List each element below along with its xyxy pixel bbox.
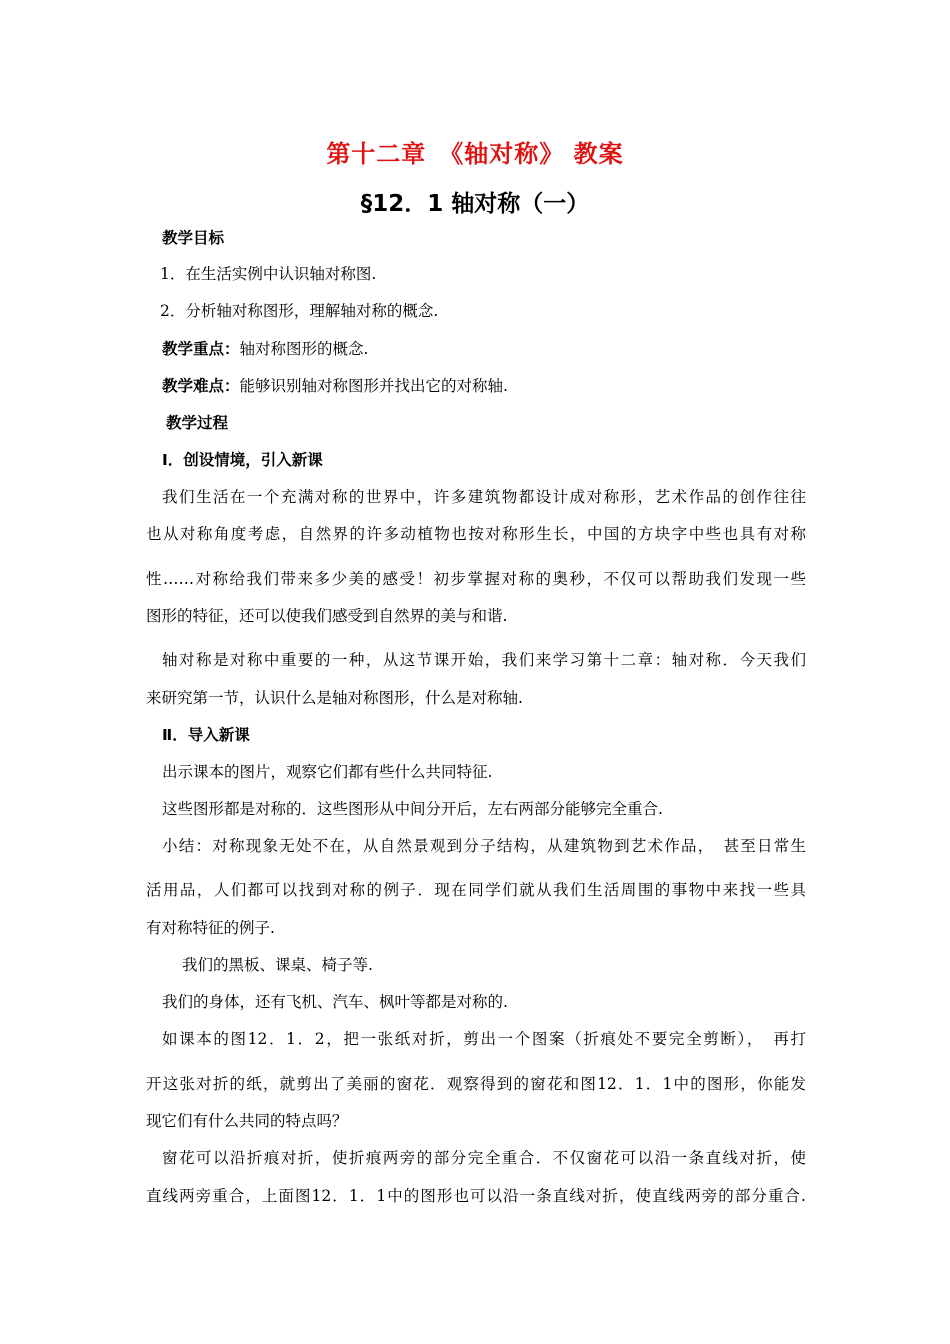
paragraph-line: 这些图形都是对称的．这些图形从中间分开后，左右两部分能够完全重合.: [162, 800, 663, 818]
paragraph-line: 直线两旁重合，上面图12．1．1中的图形也可以沿一条直线对折，使直线两旁的部分重合.: [146, 1187, 806, 1205]
key-point: [162, 339, 822, 359]
paragraph-line: 窗花可以沿折痕对折，使折痕两旁的部分完全重合．不仅窗花可以沿一条直线对折，使: [162, 1149, 806, 1167]
paragraph-line: 性……对称给我们带来多少美的感受！初步掌握对称的奥秒，不仅可以帮助我们发现一些: [146, 570, 806, 588]
paragraph-line: 现它们有什么共同的特点吗？: [146, 1112, 348, 1130]
part1-heading: Ⅰ．创设情境，引入新课: [162, 451, 323, 469]
objective-item-2: 2．分析轴对称图形，理解轴对称的概念.: [160, 302, 439, 320]
objectives-heading: 教学目标: [162, 229, 225, 247]
paragraph-line: 有对称特征的例子.: [146, 919, 275, 937]
paragraph-line: 开这张对折的纸，就剪出了美丽的窗花．观察得到的窗花和图12．1．1中的图形，你能发: [146, 1075, 806, 1093]
paragraph-line: 也从对称角度考虑，自然界的许多动植物也按对称形生长，中国的方块字中些也具有对称: [146, 525, 806, 543]
paragraph-line: 如课本的图12．1．2，把一张纸对折，剪出一个图案（折痕处不要完全剪断）， 再打: [162, 1030, 806, 1048]
paragraph-line: 轴对称是对称中重要的一种，从这节课开始，我们来学习第十二章：轴对称．今天我们: [162, 651, 806, 669]
difficulty-text: 能够识别轴对称图形并找出它的对称轴.: [239, 377, 508, 395]
key-point-text: 轴对称图形的概念.: [239, 340, 369, 358]
paragraph-line: 我们的身体，还有飞机、汽车、枫叶等都是对称的.: [162, 993, 508, 1011]
paragraph-line: 我们生活在一个充满对称的世界中，许多建筑物都设计成对称形，艺术作品的创作往往: [162, 488, 806, 506]
paragraph-line: 活用品，人们都可以找到对称的例子．现在同学们就从我们生活周围的事物中来找一些具: [146, 881, 806, 899]
difficulty: [162, 376, 822, 396]
objective-item-1: 1．在生活实例中认识轴对称图.: [160, 265, 377, 283]
difficulty-label: 教学难点：: [162, 377, 240, 395]
paragraph-line: 小结：对称现象无处不在，从自然景观到分子结构，从建筑物到艺术作品， 甚至日常生: [162, 837, 806, 855]
paragraph-line: 来研究第一节，认识什么是轴对称图形，什么是对称轴.: [146, 689, 523, 707]
paragraph-line: 出示课本的图片，观察它们都有些什么共同特征.: [162, 763, 493, 781]
paragraph-line: 图形的特征，还可以使我们感受到自然界的美与和谐.: [146, 607, 508, 625]
paragraph-line: 我们的黑板、课桌、椅子等.: [182, 956, 373, 974]
key-point-label: 教学重点：: [162, 340, 240, 358]
process-heading: 教学过程: [166, 414, 229, 432]
part2-heading: Ⅱ．导入新课: [162, 726, 250, 744]
chapter-title: 第十二章 《轴对称》 教案: [326, 140, 624, 168]
section-title: §12．1 轴对称（一）: [360, 191, 590, 217]
